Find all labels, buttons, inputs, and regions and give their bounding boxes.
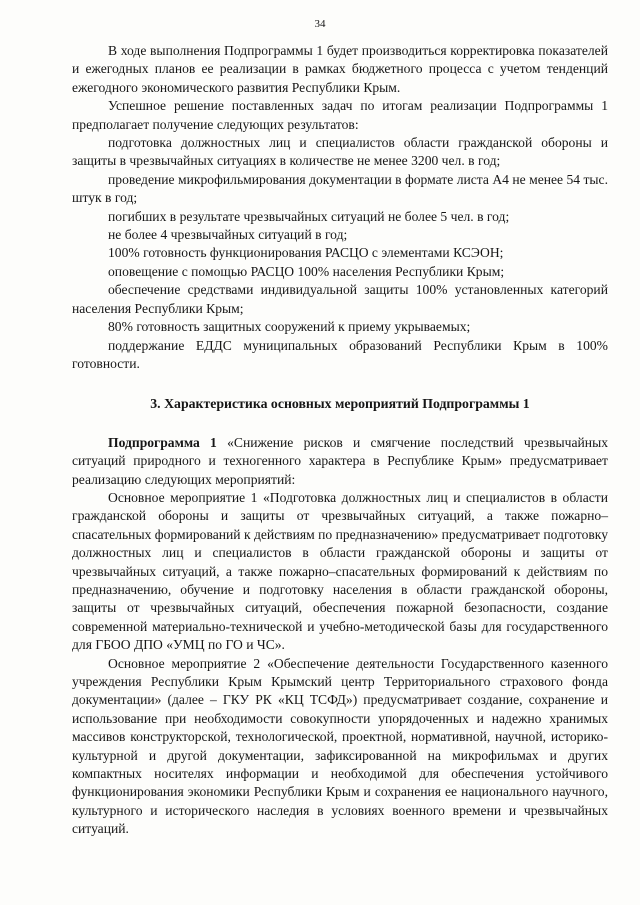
result-item-rasco-alert: оповещение с помощью РАСЦО 100% населения Республики Крым; (108, 263, 505, 279)
result-item-protection: обеспечение средствами индивидуальной защиты 100% установленных категорий населения Республики Крым; (72, 282, 608, 316)
subprogram-intro-text: «Снижение рисков и смягчение последствий чрезвычайных ситуаций природного и техногенного характера в Республике Крым» предусматривает реализацию следующих мероприятий: (72, 434, 608, 487)
document-body (72, 42, 608, 839)
result-item-microfilming: проведение микрофильмирования документации в формате листа А4 не менее 54 тыс. штук в год; (72, 171, 608, 206)
result-item-edds: поддержание ЕДДС муниципальных образований Республики Крым в 100% готовности. (72, 337, 608, 371)
section-heading: 3. Характеристика основных мероприятий Подпрограммы 1 (150, 396, 530, 412)
paragraph-main-activity-2: Основное мероприятие 2 «Обеспечение деятельности Государственного казенного учреждения Республики Крым Крымский центр Территориального страхового фонда документации» (далее – ГКУ РК «КЦ ТСФД») предусматривает создание, сохранение и использование при необходимости совокупности упорядоченных и надежно хранимых массивов конструкторской, технологической, проектной, нормативной, научной, историко-культурной и другой документации, зафиксированной на микрофильмах и других компактных носителях информации и необходимой для обеспечения устойчивого функционирования экономики Республики Крым и сохранения ее национального научного, культурного и исторического наследия в условиях военного времени и чрезвычайных ситуаций. (72, 655, 608, 837)
result-item-training: подготовка должностных лиц и специалистов области гражданской обороны и защиты в чрезвычайных ситуациях в количестве не менее 3200 чел. в год; (72, 135, 608, 169)
result-item-rasco-readiness: 100% готовность функционирования РАСЦО с элементами КСЭОН; (108, 245, 504, 261)
paragraph-main-activity-1: Основное мероприятие 1 «Подготовка должностных лиц и специалистов в области гражданской обороны и защиты от чрезвычайных ситуаций, а также пожарно–спасательных формирований к действиям по предназначению» предусматривает подготовку должностных лиц и специалистов в области гражданской обороны и защиты от чрезвычайных ситуаций, а также пожарно–спасательных формирований к действиям по предназначению, обучение и подготовку населения в области гражданской обороны, защиты от чрезвычайных ситуаций, обеспечения пожарной безопасности, создание современной материально-технической и учебно-методической базы для государственного для ГБОО ДПО «УМЦ по ГО и ЧС». (72, 489, 608, 653)
page-number: 34 (314, 18, 326, 30)
paragraph-results-intro: Успешное решение поставленных задач по итогам реализации Подпрограммы 1 предполагает получение следующих результатов: (72, 98, 608, 132)
result-item-shelters: 80% готовность защитных сооружений к приему укрываемых; (108, 319, 471, 335)
paragraph-subprogram-intro (72, 434, 608, 489)
subprogram-lead: Подпрограмма 1 (108, 434, 217, 450)
result-item-emergencies: не более 4 чрезвычайных ситуаций в год; (108, 227, 348, 243)
result-item-casualties: погибших в результате чрезвычайных ситуаций не более 5 чел. в год; (108, 208, 510, 224)
paragraph-correction: В ходе выполнения Подпрограммы 1 будет производиться корректировка показателей и ежегодных планов ее реализации в рамках бюджетного процесса с учетом тенденций ежегодного экономического развития Республики Крым. (72, 43, 608, 95)
